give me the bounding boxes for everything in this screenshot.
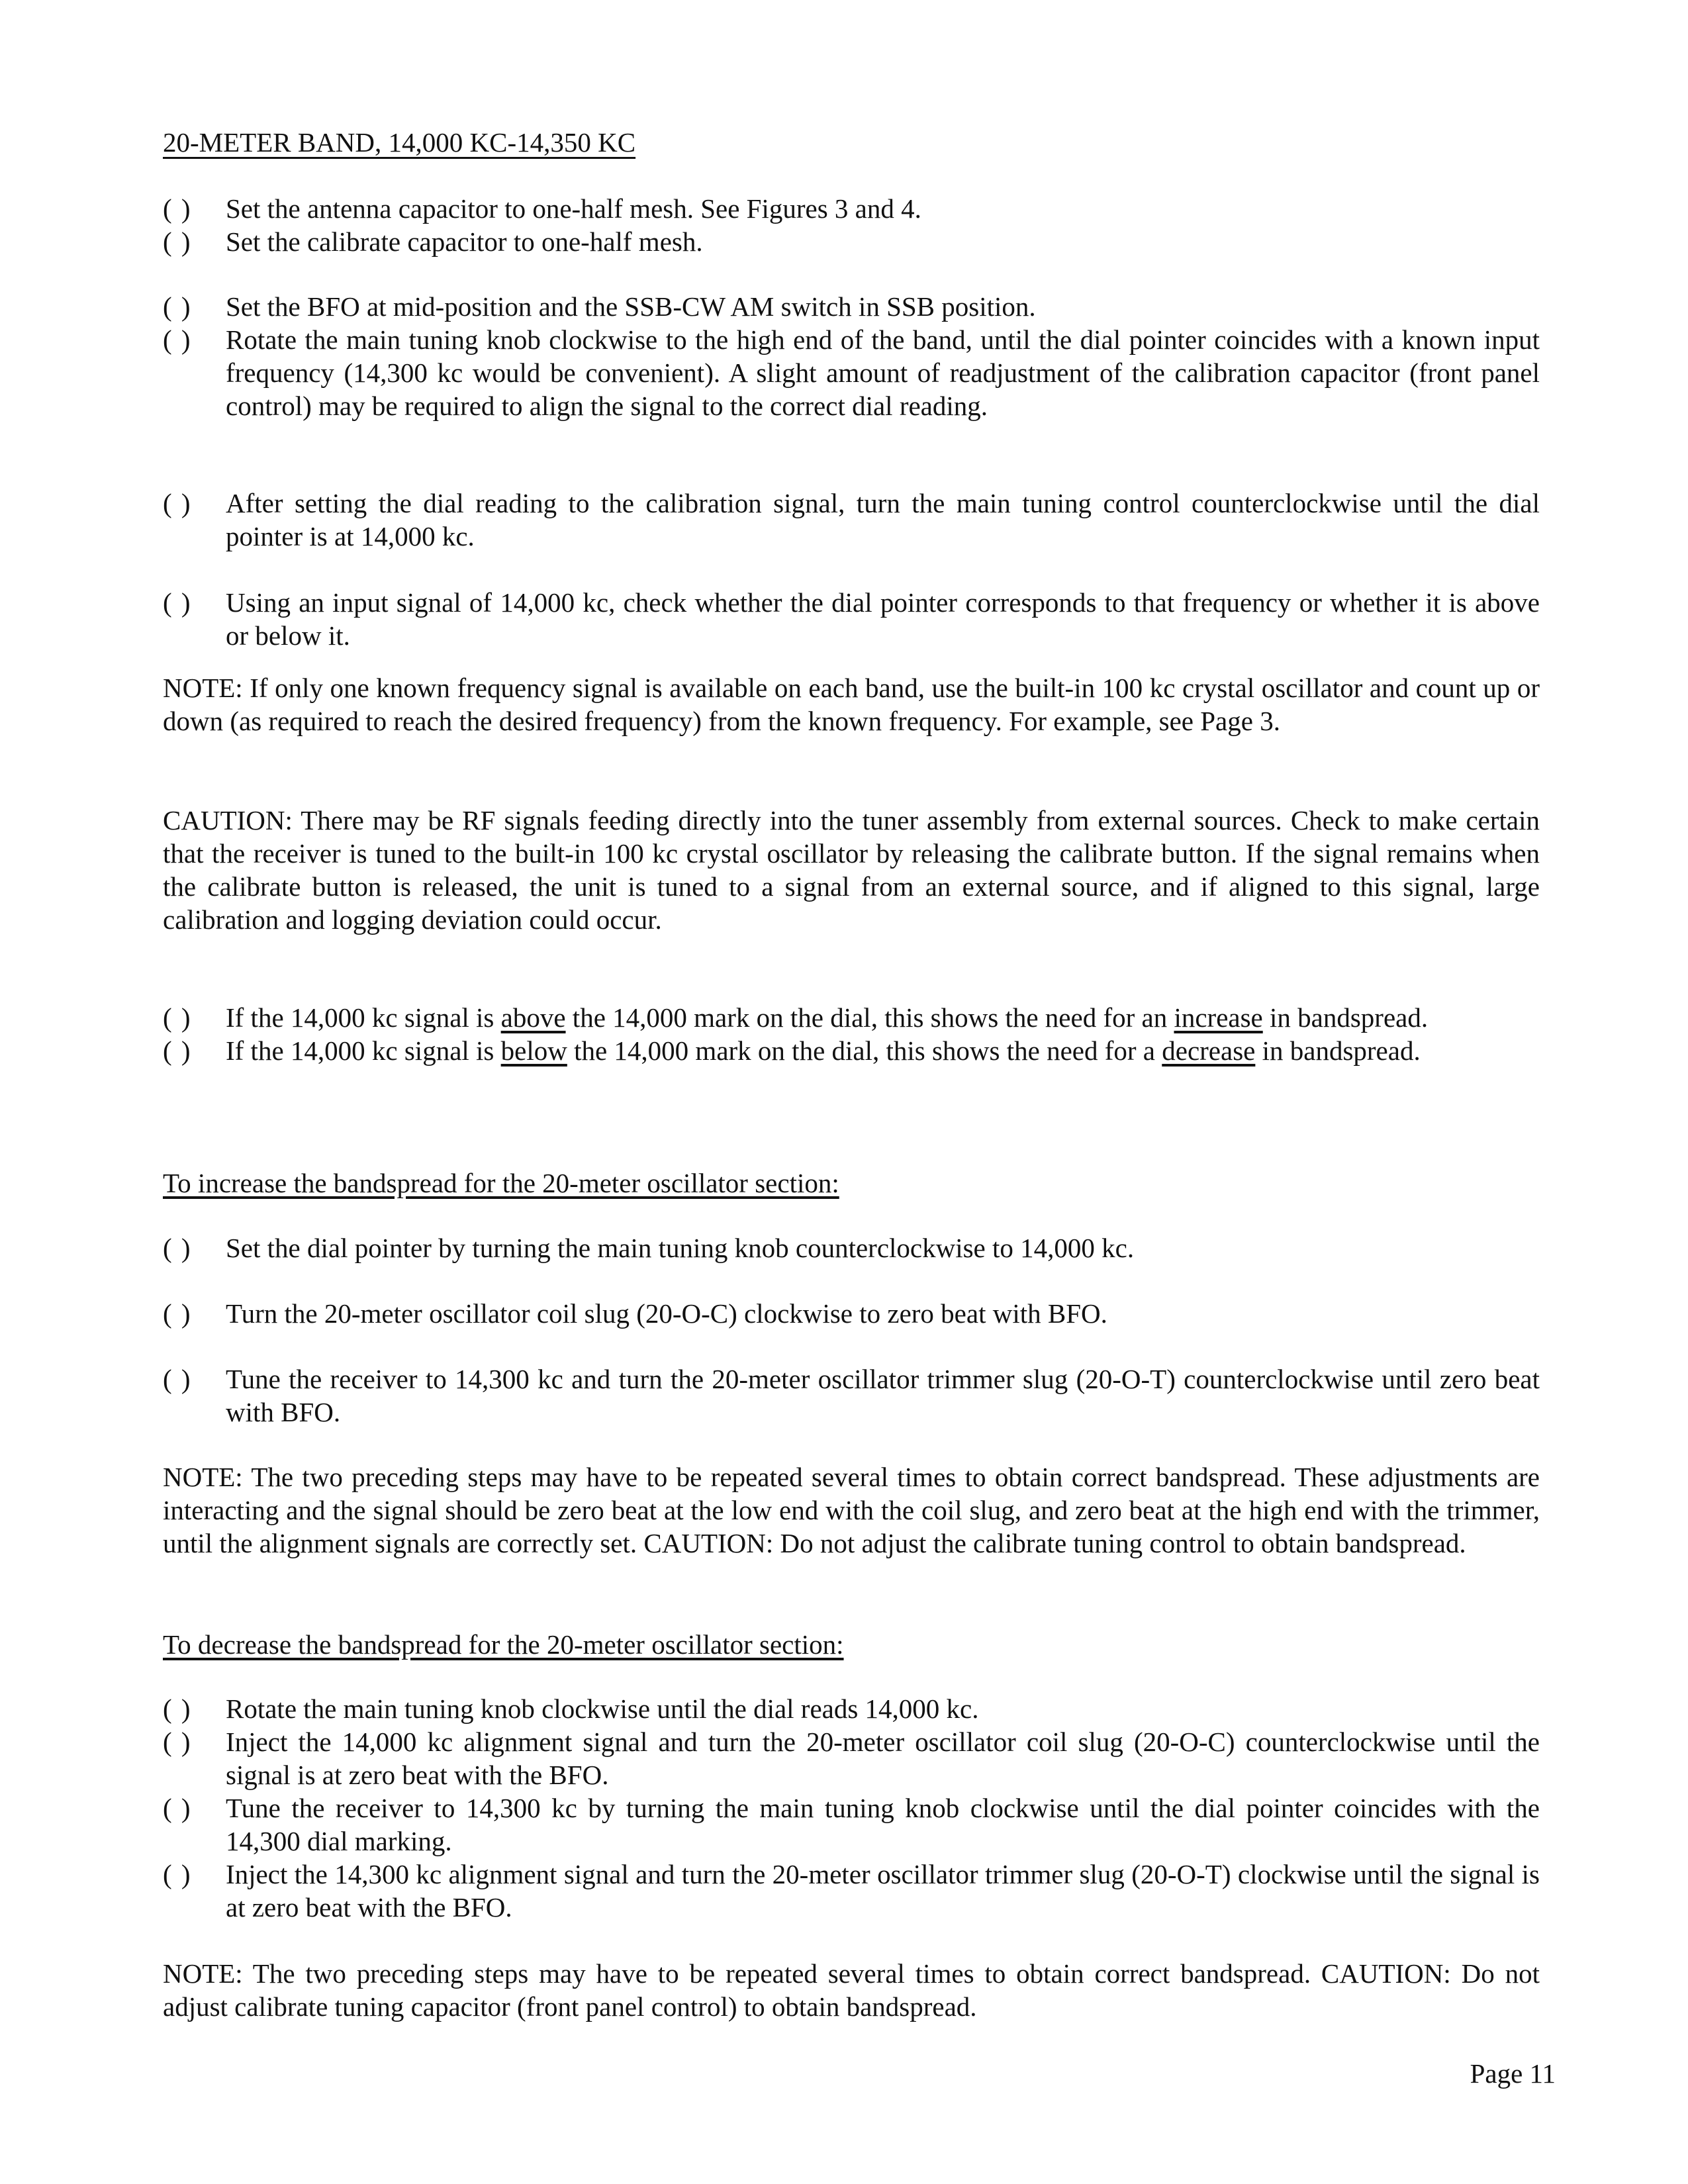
decrease-step: ( ) Rotate the main tuning knob clockwise until the dial reads 14,000 kc. xyxy=(163,1693,979,1724)
checkbox[interactable]: ( ) xyxy=(163,1002,192,1033)
checklist-item: ( ) Set the BFO at mid-position and the SSB-CW AM switch in SSB position. xyxy=(163,291,1036,322)
checkbox[interactable]: ( ) xyxy=(163,324,192,355)
checklist-item: ( ) After setting the dial reading to the calibration signal, turn the main tuning control counterclockwise until the dial pointer is at 14,000 kc. xyxy=(163,488,1540,551)
checklist-item: ( ) If the 14,000 kc signal is below the 14,000 mark on the dial, this shows the need for a decrease in bandspread. xyxy=(163,1035,1421,1066)
checkbox[interactable]: ( ) xyxy=(163,226,192,257)
increase-heading: To increase the bandspread for the 20-meter oscillator section: xyxy=(163,1168,839,1198)
increase-step: ( ) Set the dial pointer by turning the main tuning knob counterclockwise to 14,000 kc. xyxy=(163,1233,1135,1263)
decrease-step: ( ) Inject the 14,000 kc alignment signal and turn the 20-meter oscillator coil slug (20-O-C) counterclockwise until the signal is at zero beat with the BFO. xyxy=(163,1727,1540,1790)
checkbox[interactable]: ( ) xyxy=(163,1859,192,1889)
checklist-item: ( ) Set the calibrate capacitor to one-half mesh. xyxy=(163,226,703,257)
checkbox[interactable]: ( ) xyxy=(163,1793,192,1823)
increase-step: ( ) Tune the receiver to 14,300 kc and turn the 20-meter oscillator trimmer slug (20-O-T) counterclockwise until zero beat with BFO. xyxy=(163,1364,1540,1427)
note-paragraph: NOTE: The two preceding steps may have to be repeated several times to obtain correct bandspread. These adjustments are interacting and the signal should be zero beat at the low end with the coil slug, and zero beat at the high end with the trimmer, until the alignment signals are correctly set. CAUTION: Do not adjust the calibrate tuning control to obtain bandspread. xyxy=(163,1462,1540,1558)
checkbox[interactable]: ( ) xyxy=(163,587,192,618)
checklist-item: ( ) If the 14,000 kc signal is above the 14,000 mark on the dial, this shows the need for an increase in bandspread. xyxy=(163,1002,1429,1033)
checkbox[interactable]: ( ) xyxy=(163,1364,192,1394)
checklist-item: ( ) Using an input signal of 14,000 kc, check whether the dial pointer corresponds to that frequency or whether it is above or below it. xyxy=(163,587,1540,651)
checklist-group-c xyxy=(163,1001,1540,1067)
checkbox[interactable]: ( ) xyxy=(163,193,192,224)
checklist-group-b xyxy=(163,290,1540,422)
decrease-heading: To decrease the bandspread for the 20-meter oscillator section: xyxy=(163,1629,844,1660)
checkbox[interactable]: ( ) xyxy=(163,1727,192,1757)
section-heading: 20-METER BAND, 14,000 KC-14,350 KC xyxy=(163,127,636,158)
checklist-item: ( ) Rotate the main tuning knob clockwise to the high end of the band, until the dial pointer coincides with a known input frequency (14,300 kc would be convenient). A slight amount of readjustment of the calibration capacitor (front panel control) may be required to align the signal to the correct dial reading. xyxy=(163,324,1540,421)
checkbox[interactable]: ( ) xyxy=(163,291,192,322)
decrease-steps xyxy=(163,1692,1540,1924)
increase-step: ( ) Turn the 20-meter oscillator coil slug (20-O-C) clockwise to zero beat with BFO. xyxy=(163,1298,1107,1329)
checkbox[interactable]: ( ) xyxy=(163,1035,192,1066)
caution-paragraph: CAUTION: There may be RF signals feeding directly into the tuner assembly from external sources. Check to make certain that the receiver is tuned to the built-in 100 kc crystal oscillator by releasing the calibrate button. If the signal remains when the calibrate button is released, the unit is tuned to a signal from an external source, and if aligned to this signal, large calibration and logging deviation could occur. xyxy=(163,805,1540,935)
note-paragraph: NOTE: The two preceding steps may have to be repeated several times to obtain correct bandspread. CAUTION: Do not adjust calibrate tuning capacitor (front panel control) to obtain bandspread. xyxy=(163,1958,1540,2022)
note-paragraph: NOTE: If only one known frequency signal is available on each band, use the built-in 100 kc crystal oscillator and count up or down (as required to reach the desired frequency) from the known frequency. For example, see Page 3. xyxy=(163,673,1540,736)
checkbox[interactable]: ( ) xyxy=(163,1298,192,1329)
decrease-step: ( ) Tune the receiver to 14,300 kc by turning the main tuning knob clockwise until the dial pointer coincides with the 14,300 dial marking. xyxy=(163,1793,1540,1856)
checkbox[interactable]: ( ) xyxy=(163,1233,192,1263)
checkbox[interactable]: ( ) xyxy=(163,1693,192,1724)
checkbox[interactable]: ( ) xyxy=(163,488,192,518)
decrease-step: ( ) Inject the 14,300 kc alignment signal and turn the 20-meter oscillator trimmer slug (20-O-T) clockwise until the signal is at zero beat with the BFO. xyxy=(163,1859,1540,1923)
checklist-group-a xyxy=(163,192,1540,258)
page-number: Page 11 xyxy=(1470,2058,1556,2089)
checklist-item: ( ) Set the antenna capacitor to one-half mesh. See Figures 3 and 4. xyxy=(163,193,921,224)
